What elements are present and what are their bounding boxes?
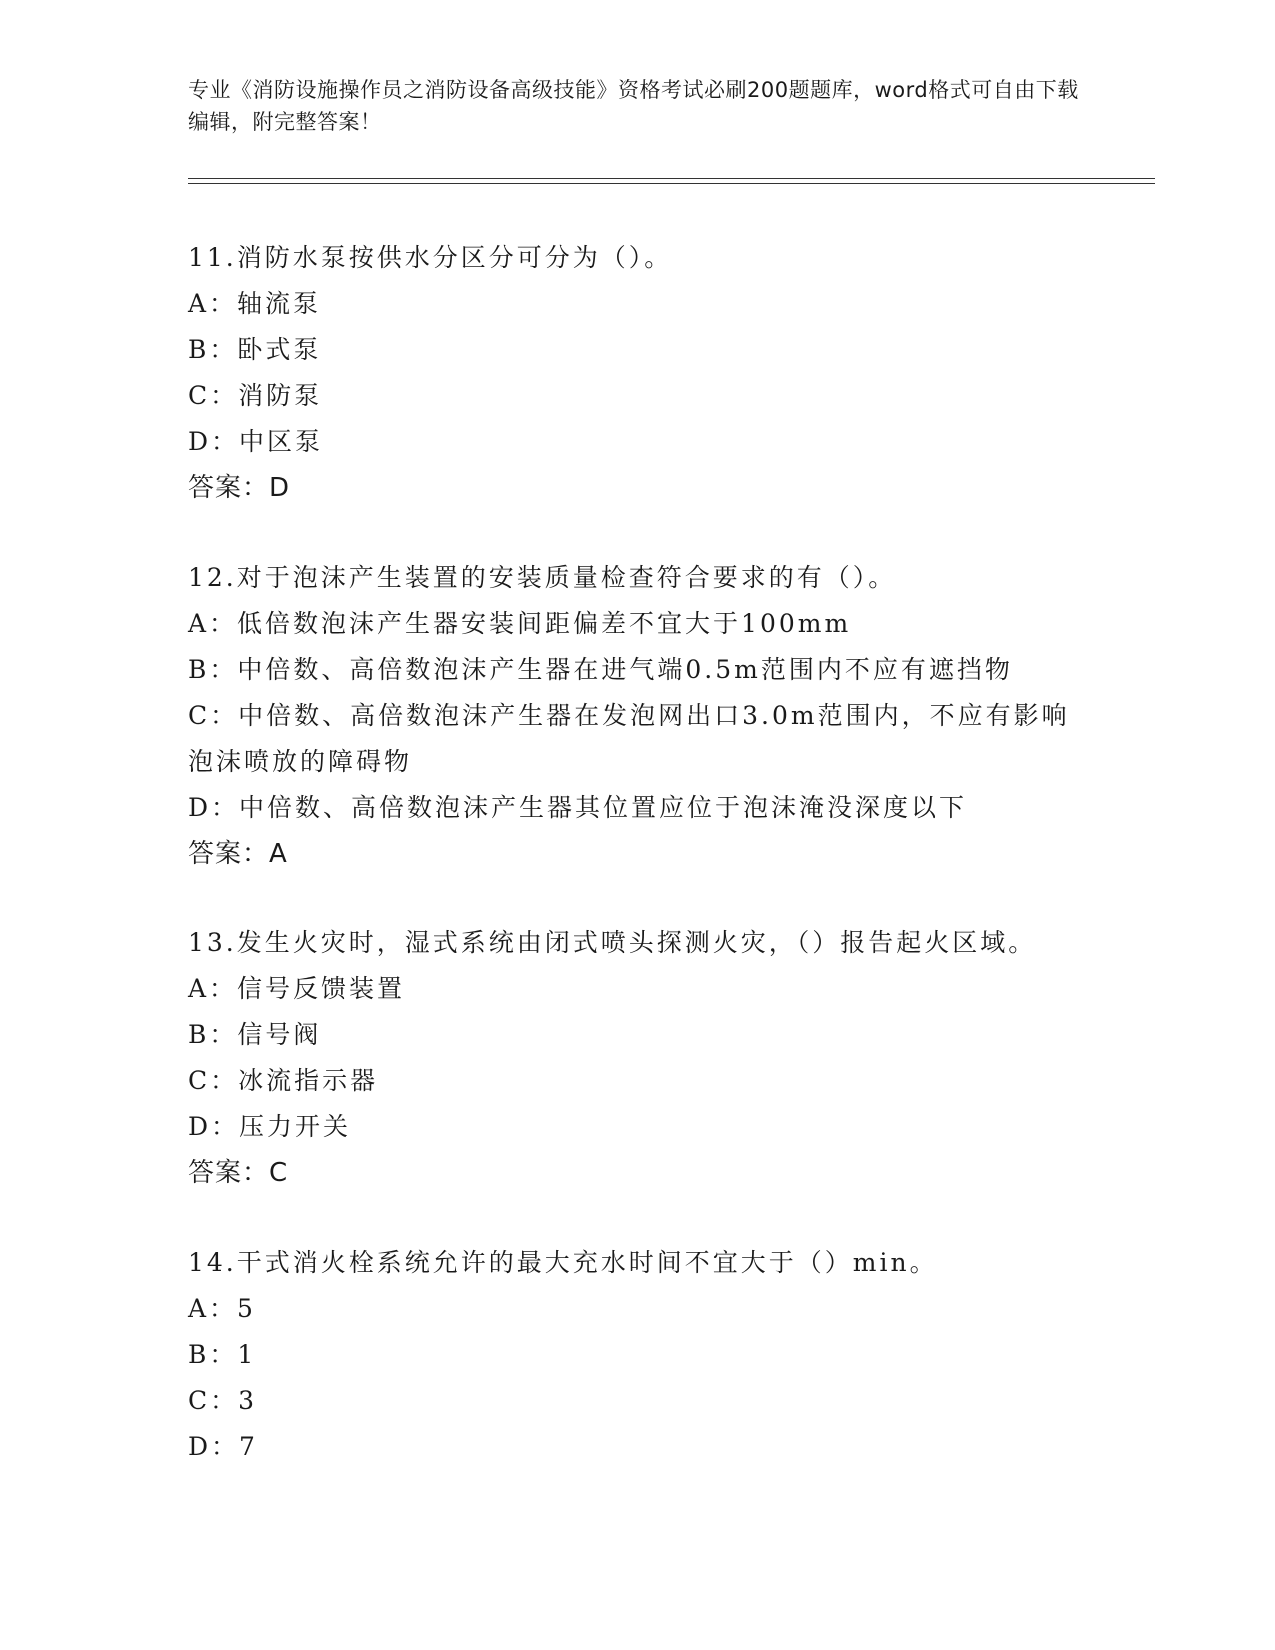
document-header: 专业《消防设施操作员之消防设备高级技能》资格考试必刷200题题库，word格式可自由下载编辑，附完整答案！ [188, 78, 1079, 134]
option-b: B：信号阀 [188, 1020, 322, 1049]
option-c: C：3 [188, 1386, 258, 1415]
option-a: A：轴流泵 [188, 289, 322, 318]
option-d: D：中倍数、高倍数泡沫产生器其位置应位于泡沫淹没深度以下 [188, 793, 968, 822]
answer: 答案：C [188, 1158, 289, 1188]
question-14 [188, 1240, 1088, 1470]
question-12 [188, 555, 1088, 877]
header-divider-bottom [188, 183, 1155, 184]
option-c: C：中倍数、高倍数泡沫产生器在发泡网出口3.0m范围内，不应有影响泡沫喷放的障碍物 [188, 701, 1070, 776]
header-divider-top [188, 178, 1155, 179]
question-11 [188, 235, 1088, 511]
option-c: C：冰流指示器 [188, 1066, 379, 1095]
question-stem: 14.干式消火栓系统允许的最大充水时间不宜大于（）min。 [188, 1248, 938, 1277]
option-d: D：7 [188, 1432, 258, 1461]
question-13 [188, 920, 1088, 1196]
option-d: D：中区泵 [188, 427, 324, 456]
option-a: A：信号反馈装置 [188, 974, 406, 1003]
option-b: B：中倍数、高倍数泡沫产生器在进气端0.5m范围内不应有遮挡物 [188, 655, 1013, 684]
option-b: B：卧式泵 [188, 335, 322, 364]
option-b: B：1 [188, 1340, 257, 1369]
question-stem: 13.发生火灾时，湿式系统由闭式喷头探测火灾，（）报告起火区域。 [188, 928, 1037, 957]
option-a: A：低倍数泡沫产生器安装间距偏差不宜大于100mm [188, 609, 852, 638]
option-a: A：5 [188, 1294, 256, 1323]
answer: 答案：D [188, 473, 291, 503]
option-d: D：压力开关 [188, 1112, 352, 1141]
question-stem: 11.消防水泵按供水分区分可分为（）。 [188, 243, 673, 272]
question-stem: 12.对于泡沫产生装置的安装质量检查符合要求的有（）。 [188, 563, 897, 592]
option-c: C：消防泵 [188, 381, 323, 410]
answer: 答案：A [188, 839, 288, 869]
